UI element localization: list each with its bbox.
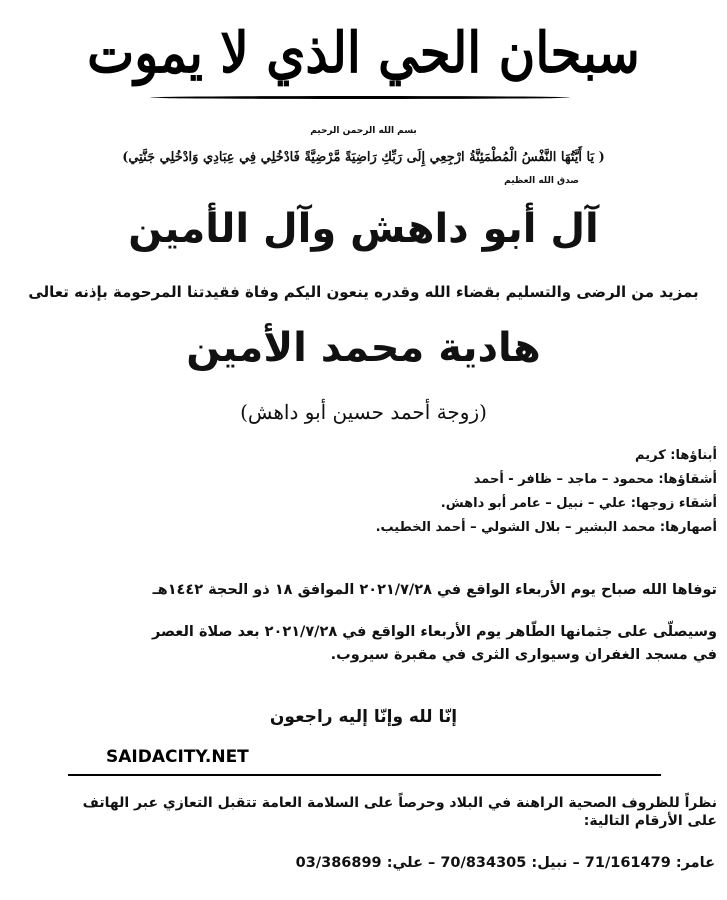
sadaq-allah: صدق الله العظيم: [504, 176, 579, 186]
relatives-in-laws: أصهارها: محمد البشير – بلال الشولي – أحمد الخطيب.: [375, 520, 717, 535]
condolence-note-line-1: نظراً للظروف الصحية الراهنة في البلاد وحرصاً على السلامة العامة تتقبل التعازي عبر الهاتف: [82, 795, 717, 811]
death-date-line: توفاها الله صباح يوم الأربعاء الواقع في ٢٠٢١/٧/٢٨ الموافق ١٨ ذو الحجة ١٤٤٢هـ: [152, 582, 717, 598]
closing-phrase: إنّا لله وإنّا إليه راجعون: [269, 707, 458, 727]
calligraphy-flourish: [150, 96, 570, 99]
relatives-brothers: أشقاؤها: محمود – ماجد – ظافر - أحمد: [473, 472, 717, 487]
divider-line: [68, 774, 661, 776]
source-watermark: SAIDACITY.NET: [106, 747, 249, 767]
basmala: بسم الله الرحمن الرحيم: [310, 126, 417, 136]
husband-note: (زوجة أحمد حسين أبو داهش): [240, 400, 487, 424]
relatives-brothers-in-law: أشقاء زوجها: علي – نبيل – عامر أبو داهش.: [440, 496, 717, 511]
relatives-sons: أبناؤها: كريم: [635, 448, 717, 463]
funeral-line-1: وسيصلّى على جثمانها الطّاهر يوم الأربعاء الواقع في ٢٠٢١/٧/٢٨ بعد صلاة العصر: [152, 624, 717, 640]
intro-text: بمزيد من الرضى والتسليم بقضاء الله وقدره ينعون اليكم وفاة فقيدتنا المرحومة بإذنه تعالى: [28, 283, 699, 301]
condolence-note-line-2: على الأرقام التالية:: [583, 813, 717, 829]
quran-verse: ( يَا أَيَّتُهَا النَّفْسُ الْمُطْمَئِنَّةُ ارْجِعِي إِلَى رَبِّكِ رَاضِيَةً مَّرْضِيَّةً فَادْخُلِي فِي عِبَادِي وَادْخُلِي جَنَّتِي): [122, 150, 605, 165]
family-names: آل أبو داهش وآل الأمين: [128, 206, 599, 252]
funeral-line-2: في مسجد الغفران وسيوارى الثرى في مقبرة سيروب.: [330, 647, 717, 663]
condolence-note: [60, 794, 717, 830]
calligraphy-header: سبحان الحي الذي لا يموت: [87, 19, 640, 86]
deceased-name: هادية محمد الأمين: [186, 325, 541, 371]
phone-numbers: عامر: 71/161479 – نبيل: 70/834305 – علي: 03/386899: [295, 855, 715, 871]
